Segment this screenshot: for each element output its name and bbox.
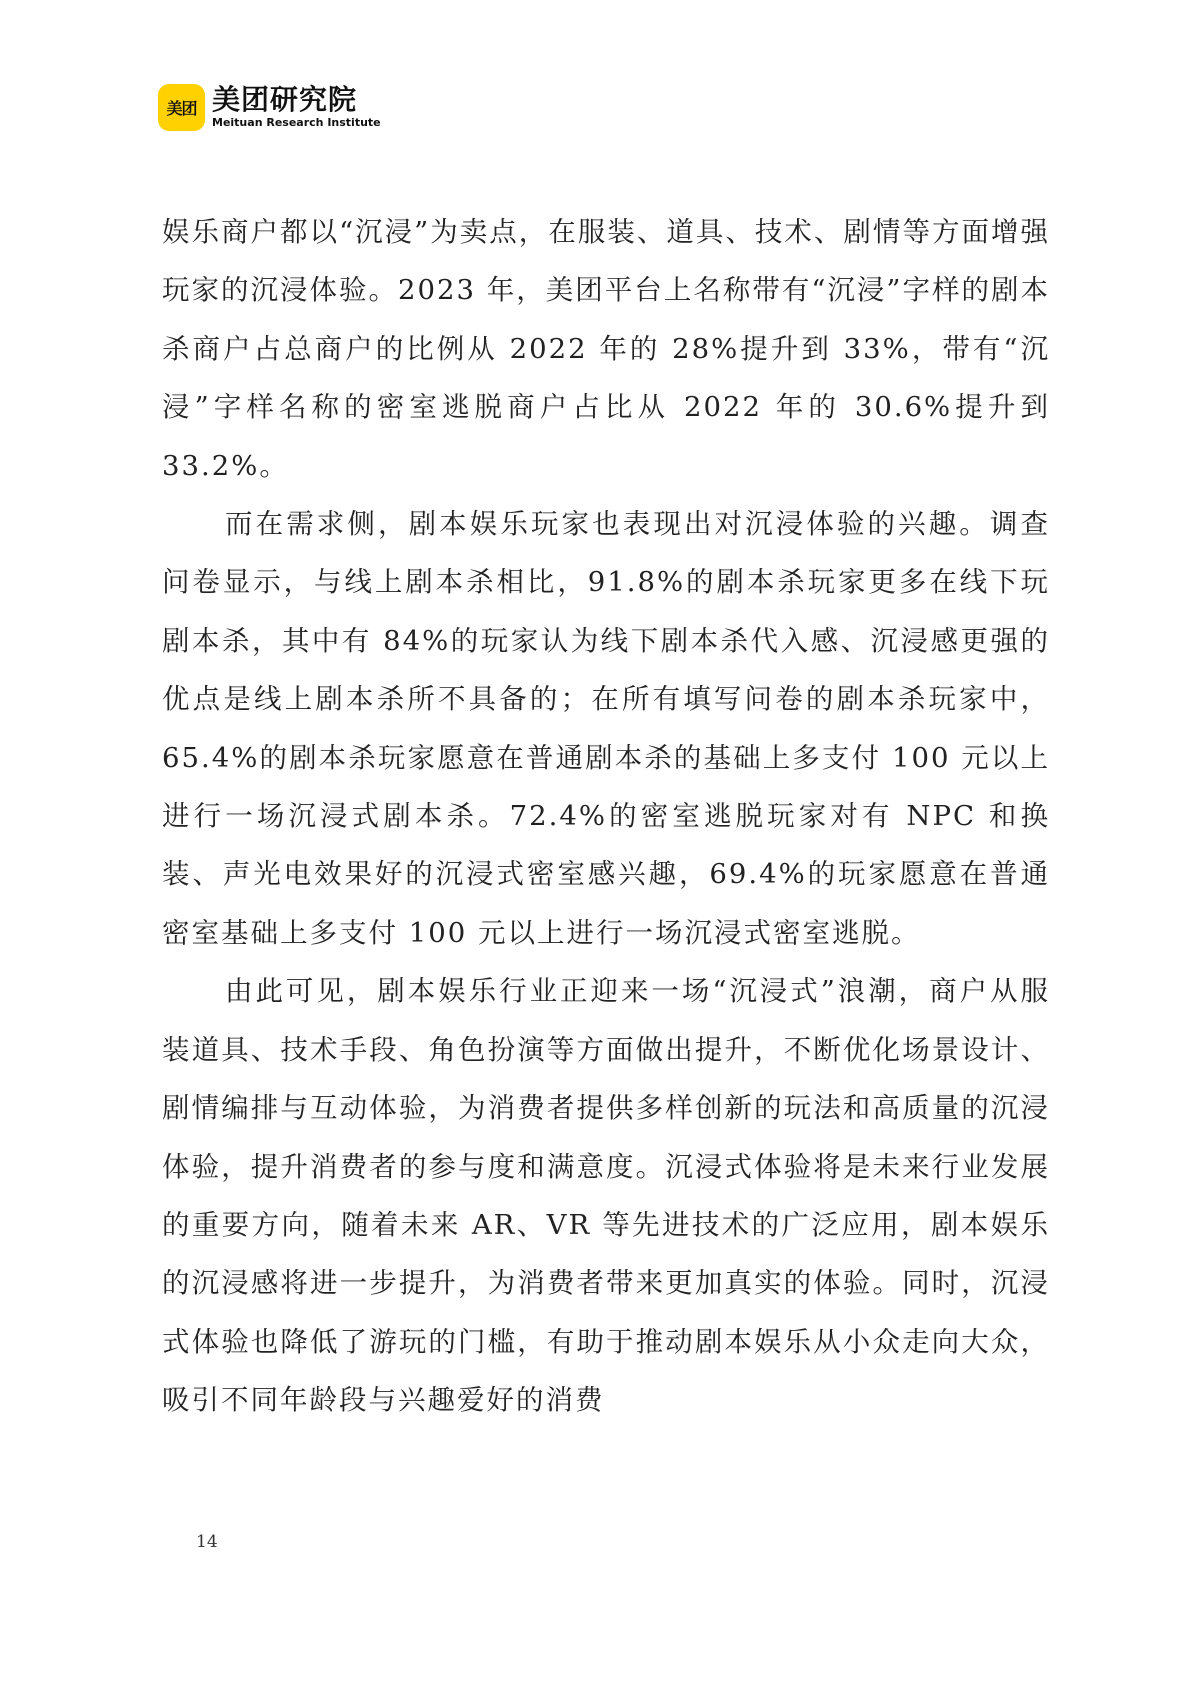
logo-wordmark	[212, 85, 381, 130]
page-header	[158, 84, 381, 131]
logo-name: 美团研究院	[212, 83, 358, 116]
logo-subtitle: Meituan Research Institute	[212, 116, 381, 129]
paragraph: 娱乐商户都以“沉浸”为卖点，在服装、道具、技术、剧情等方面增强玩家的沉浸体验。2023 年，美团平台上名称带有“沉浸”字样的剧本杀商户占总商户的比例从 2022 年的 28%提升到 33%，带有“沉浸”字样名称的密室逃脱商户占比从 2022 年的 30.6%提升到 33.2%。	[162, 216, 1050, 482]
document-body	[162, 203, 1050, 1430]
paragraph: 而在需求侧，剧本娱乐玩家也表现出对沉浸体验的兴趣。调查问卷显示，与线上剧本杀相比，91.8%的剧本杀玩家更多在线下玩剧本杀，其中有 84%的玩家认为线下剧本杀代入感、沉浸感更强的优点是线上剧本杀所不具备的；在所有填写问卷的剧本杀玩家中，65.4%的剧本杀玩家愿意在普通剧本杀的基础上多支付 100 元以上进行一场沉浸式剧本杀。72.4%的密室逃脱玩家对有 NPC 和换装、声光电效果好的沉浸式密室感兴趣，69.4%的玩家愿意在普通密室基础上多支付 100 元以上进行一场沉浸式密室逃脱。	[162, 508, 1050, 949]
logo-mark-text: 美团	[166, 99, 197, 118]
paragraph: 由此可见，剧本娱乐行业正迎来一场“沉浸式”浪潮，商户从服装道具、技术手段、角色扮演等方面做出提升，不断优化场景设计、剧情编排与互动体验，为消费者提供多样创新的玩法和高质量的沉浸体验，提升消费者的参与度和满意度。沉浸式体验将是未来行业发展的重要方向，随着未来 AR、VR 等先进技术的广泛应用，剧本娱乐的沉浸感将进一步提升，为消费者带来更加真实的体验。同时，沉浸式体验也降低了游玩的门槛，有助于推动剧本娱乐从小众走向大众，吸引不同年龄段与兴趣爱好的消费	[162, 975, 1050, 1417]
page-number: 14	[196, 1532, 218, 1552]
meituan-logo-icon	[158, 84, 205, 131]
